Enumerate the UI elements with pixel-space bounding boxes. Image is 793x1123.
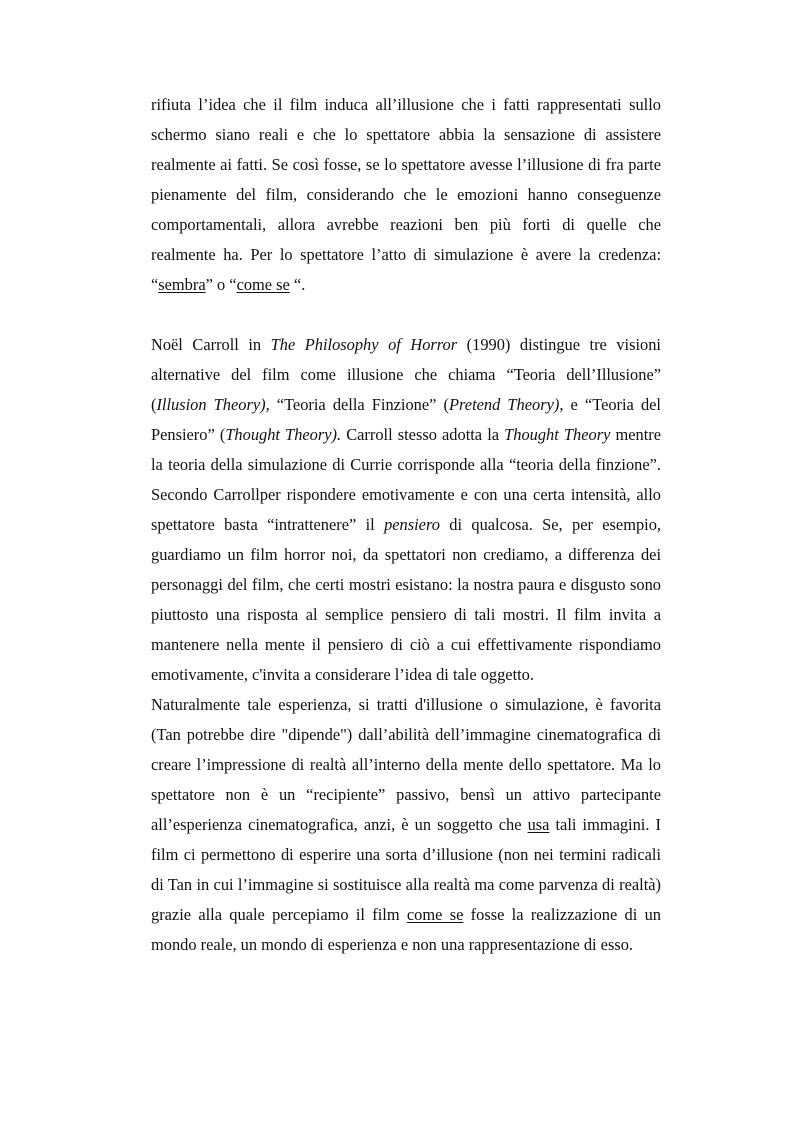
text-run: di qualcosa. Se, per esempio, guardiamo un film horror noi, da spettatori non crediamo, a differenza dei personaggi del film, che certi mostri esistano: la nostra paura e disgusto sono piuttosto una risposta al semplice pensiero di tali mostri. Il film invita a mantenere nella mente il pensiero di ciò a cui effettivamente rispondiamo emotivamente, c'invita a considerare l’idea di tale oggetto.	[151, 515, 661, 684]
paragraph-experience	[151, 690, 661, 960]
italic-term: Thought Theory	[504, 425, 611, 444]
text-run: Naturalmente tale esperienza, si tratti d'illusione o simulazione, è favorita (Tan potrebbe dire "dipende") dall’abilità dell’immagine cinematografica di creare l’impressione di realtà all’interno della mente dello spettatore. Ma lo spettatore non è un “recipiente” passivo, bensì un attivo partecipante all’esperienza cinematografica, anzi, è un soggetto che	[151, 695, 661, 834]
italic-book-title: The Philosophy of Horror	[270, 335, 458, 354]
text-run: fosse la realizzazione di un mondo reale, un mondo di esperienza e non una rappresentazione di esso.	[151, 905, 662, 954]
italic-term: Pretend Theory)	[449, 395, 560, 414]
paragraph-spacer	[151, 300, 661, 330]
text-run: “.	[289, 275, 306, 294]
underlined-term-sembra: sembra	[158, 275, 206, 294]
italic-term: Illusion Theory),	[156, 395, 270, 414]
paragraph-carroll	[151, 330, 661, 690]
text-run: , e “Teoria del Pensiero” (	[151, 395, 661, 444]
body-text	[151, 90, 661, 960]
text-run: Carroll stesso adotta la	[341, 425, 505, 444]
italic-term: pensiero	[384, 515, 440, 534]
text-run: mentre la teoria della simulazione di Currie corrisponde alla “teoria della finzione”. Secondo Carrollper rispondere emotivamente e con una certa intensità, allo spettatore basta “intrattenere” il	[151, 425, 661, 534]
paragraph-illusion-rejection	[151, 90, 661, 300]
text-run: rifiuta l’idea che il film induca all’illusione che i fatti rappresentati sullo schermo siano reali e che lo spettatore abbia la sensazione di assistere realmente ai fatti. Se così fosse, se lo spettatore avesse l’illusione di fra parte pienamente del film, considerando che le emozioni hanno conseguenze comportamentali, allora avrebbe reazioni ben più forti di quelle che realmente ha. Per lo spettatore l’atto di simulazione è avere la credenza: “	[151, 95, 661, 294]
underlined-term-come-se: come se	[236, 275, 290, 294]
text-run: Noël Carroll in	[151, 335, 271, 354]
text-run: (1990) distingue tre visioni alternative del film come illusione che chiama “Teoria dell’Illusione” (	[151, 335, 661, 414]
text-run: “Teoria della Finzione” (	[269, 395, 450, 414]
underlined-term-come-se: come se	[406, 905, 464, 924]
text-run: ” o “	[205, 275, 237, 294]
italic-term: Thought Theory).	[225, 425, 342, 444]
text-run: tali immagini. I film ci permettono di esperire una sorta d’illusione (non nei termini radicali di Tan in cui l’immagine si sostituisce alla realtà ma come parvenza di realtà) grazie alla quale percepiamo il film	[151, 815, 661, 924]
underlined-term-usa: usa	[527, 815, 550, 834]
